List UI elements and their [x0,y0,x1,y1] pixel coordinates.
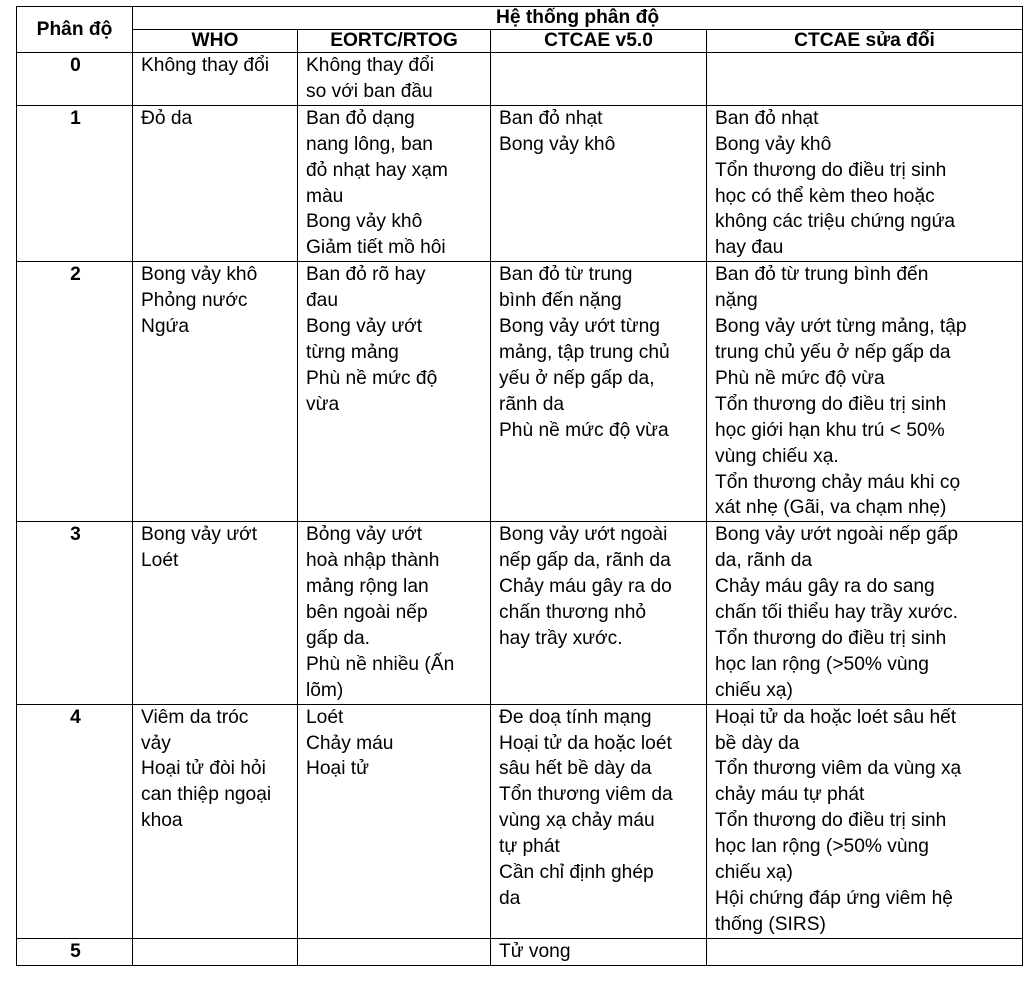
grade-cell: 3 [17,522,133,704]
cell-text-line: Ban đỏ từ trung [499,264,633,286]
cell-text-line: học có thể kèm theo hoặc [715,185,935,207]
cell-text-line: Bong vảy ướt [141,524,258,546]
cell-text-line: Đe doạ tính mạng [499,706,652,728]
cell-text-line: Ban đỏ nhạt [715,107,819,129]
cell-text-line: Chảy máu [306,732,394,754]
cell-ctcae-v5 [491,704,707,938]
cell-text-line: Tổn thương chảy máu khi cọ [715,471,961,493]
cell-ctcae-v5 [491,262,707,522]
cell-who [133,704,298,938]
cell-text-line: hoà nhập thành [306,550,440,572]
cell-eortc-rtog [298,938,491,965]
cell-eortc-rtog [298,105,491,261]
cell-text-line: Phù nề mức độ [306,367,438,389]
cell-text-line: Chảy máu gây ra do [499,576,672,598]
cell-text-line: Viêm da tróc [141,706,249,728]
cell-text-line: Đỏ da [141,107,193,129]
cell-text-line: Ban đỏ rõ hay [306,264,426,286]
cell-text-line: vùng xạ chảy máu [499,810,655,832]
cell-text-line: sâu hết bề dày da [499,758,652,780]
table-row [17,262,1023,522]
cell-text-line: học lan rộng (>50% vùng [715,836,929,858]
cell-text-line: da [499,888,521,909]
cell-text-line: hay trầy xước. [499,627,623,649]
cell-text-line: học lan rộng (>50% vùng [715,653,929,675]
cell-text-line: Tổn thương viêm da vùng xạ [715,758,962,780]
cell-text-line: Ban đỏ nhạt [499,107,603,129]
cell-text-line: Bong vảy ướt ngoài [499,524,668,546]
table-row [17,938,1023,965]
cell-who [133,938,298,965]
cell-text-line: trung chủ yếu ở nếp gấp da [715,341,951,363]
cell-text-line: Hội chứng đáp ứng viêm hệ [715,888,953,909]
cell-text-line: chấn thương nhỏ [499,602,647,624]
table-row [17,522,1023,704]
grade-header: Phân độ [17,7,133,53]
cell-who [133,522,298,704]
cell-eortc-rtog [298,53,491,106]
cell-ctcae-modified [707,105,1023,261]
cell-text-line: yếu ở nếp gấp da, [499,367,655,389]
cell-text-line: Bong vảy ướt từng [499,316,660,338]
cell-text-line: học giới hạn khu trú < 50% [715,419,945,441]
cell-ctcae-modified [707,53,1023,106]
cell-text-line: Giảm tiết mồ hôi [306,237,446,259]
cell-text-line: Bong vảy khô [715,133,832,155]
cell-text-line: Bong vảy khô [499,133,616,155]
table-row [17,53,1023,106]
cell-text-line: từng mảng [306,341,399,363]
cell-text-line: Phù nề mức độ vừa [715,367,885,389]
cell-text-line: mảng, tập trung chủ [499,341,670,363]
cell-text-line: nặng [715,290,758,312]
cell-text-line: thống (SIRS) [715,913,826,935]
cell-ctcae-v5 [491,522,707,704]
cell-text-line: chấn tối thiểu hay trầy xước. [715,602,959,624]
cell-who [133,105,298,261]
grade-cell: 2 [17,262,133,522]
cell-text-line: bên ngoài nếp [306,602,428,624]
cell-who [133,262,298,522]
cell-text-line: Bong vảy khô [306,211,423,233]
grade-cell: 0 [17,53,133,106]
header-row-columns [17,30,1023,53]
cell-text-line: nang lông, ban [306,133,433,155]
cell-text-line: rãnh da [499,393,565,415]
cell-text-line: Hoại tử da hoặc loét [499,732,672,754]
cell-text-line: xát nhẹ (Gãi, va chạm nhẹ) [715,497,947,519]
column-header-eortc-rtog: EORTC/RTOG [298,30,491,53]
cell-text-line: hay đau [715,237,784,259]
column-header-ctcae-v5: CTCAE v5.0 [491,30,707,53]
table-body [17,53,1023,966]
cell-text-line: Phù nề mức độ vừa [499,419,669,441]
cell-ctcae-v5 [491,53,707,106]
column-header-who: WHO [133,30,298,53]
cell-text-line: Chảy máu gây ra do sang [715,576,935,598]
cell-text-line: Bong vảy khô [141,264,258,286]
cell-text-line: Tổn thương viêm da [499,784,673,806]
cell-text-line: chảy máu tự phát [715,784,865,806]
cell-eortc-rtog [298,522,491,704]
cell-text-line: Phù nề nhiều (Ấn [306,653,455,675]
cell-text-line: màu [306,185,344,207]
cell-eortc-rtog [298,262,491,522]
cell-text-line: Không thay đổi [141,55,270,76]
cell-ctcae-modified [707,522,1023,704]
cell-text-line: Ban đỏ từ trung bình đến [715,264,929,286]
cell-ctcae-modified [707,262,1023,522]
grade-cell: 1 [17,105,133,261]
cell-text-line: can thiệp ngoại [141,784,272,806]
cell-text-line: chiếu xạ) [715,862,793,884]
cell-text-line: vùng chiếu xạ. [715,445,839,467]
header-row-top [17,7,1023,30]
cell-text-line: Bỏng vảy ướt [306,524,423,546]
cell-eortc-rtog [298,704,491,938]
table-row [17,704,1023,938]
cell-text-line: chiếu xạ) [715,679,793,701]
cell-text-line: bình đến nặng [499,290,622,312]
cell-text-line: Loét [141,550,179,572]
cell-text-line: không các triệu chứng ngứa [715,211,956,233]
cell-who [133,53,298,106]
cell-text-line: Bong vảy ướt [306,316,423,338]
cell-text-line: tự phát [499,836,560,858]
cell-text-line: Tử vong [499,940,571,962]
cell-text-line: vảy [141,732,171,754]
cell-text-line: lõm) [306,679,344,701]
cell-text-line: Hoại tử da hoặc loét sâu hết [715,706,957,728]
cell-text-line: khoa [141,810,183,832]
grading-table [16,6,1023,966]
cell-text-line: bề dày da [715,732,800,754]
cell-text-line: Bong vảy ướt từng mảng, tập [715,316,967,338]
cell-text-line: đỏ nhạt hay xạm [306,159,448,181]
cell-text-line: Tổn thương do điều trị sinh [715,627,947,649]
cell-text-line: Cần chỉ định ghép [499,862,654,884]
cell-text-line: mảng rộng lan [306,576,429,598]
cell-text-line: Hoại tử đòi hỏi [141,758,266,780]
cell-text-line: Tổn thương do điều trị sinh [715,810,947,832]
cell-text-line: da, rãnh da [715,550,813,572]
cell-ctcae-v5 [491,105,707,261]
grade-cell: 4 [17,704,133,938]
system-header: Hệ thống phân độ [133,7,1023,30]
cell-text-line: Ban đỏ dạng [306,107,415,129]
column-header-ctcae-modified: CTCAE sửa đổi [707,30,1023,53]
cell-text-line: so với ban đầu [306,80,433,102]
cell-text-line: Tổn thương do điều trị sinh [715,393,947,415]
cell-text-line: gấp da. [306,627,371,649]
cell-text-line: Ngứa [141,316,190,338]
cell-text-line: đau [306,290,339,312]
cell-text-line: nếp gấp da, rãnh da [499,550,671,572]
cell-text-line: Tổn thương do điều trị sinh [715,159,947,181]
cell-text-line: Loét [306,706,344,728]
cell-text-line: Bong vảy ướt ngoài nếp gấp [715,524,959,546]
cell-ctcae-v5 [491,938,707,965]
cell-ctcae-modified [707,938,1023,965]
cell-text-line: vừa [306,393,340,415]
cell-text-line: Không thay đổi [306,55,435,76]
table-row [17,105,1023,261]
cell-ctcae-modified [707,704,1023,938]
grade-cell: 5 [17,938,133,965]
cell-text-line: Hoại tử [306,758,369,780]
cell-text-line: Phỏng nước [141,290,248,312]
